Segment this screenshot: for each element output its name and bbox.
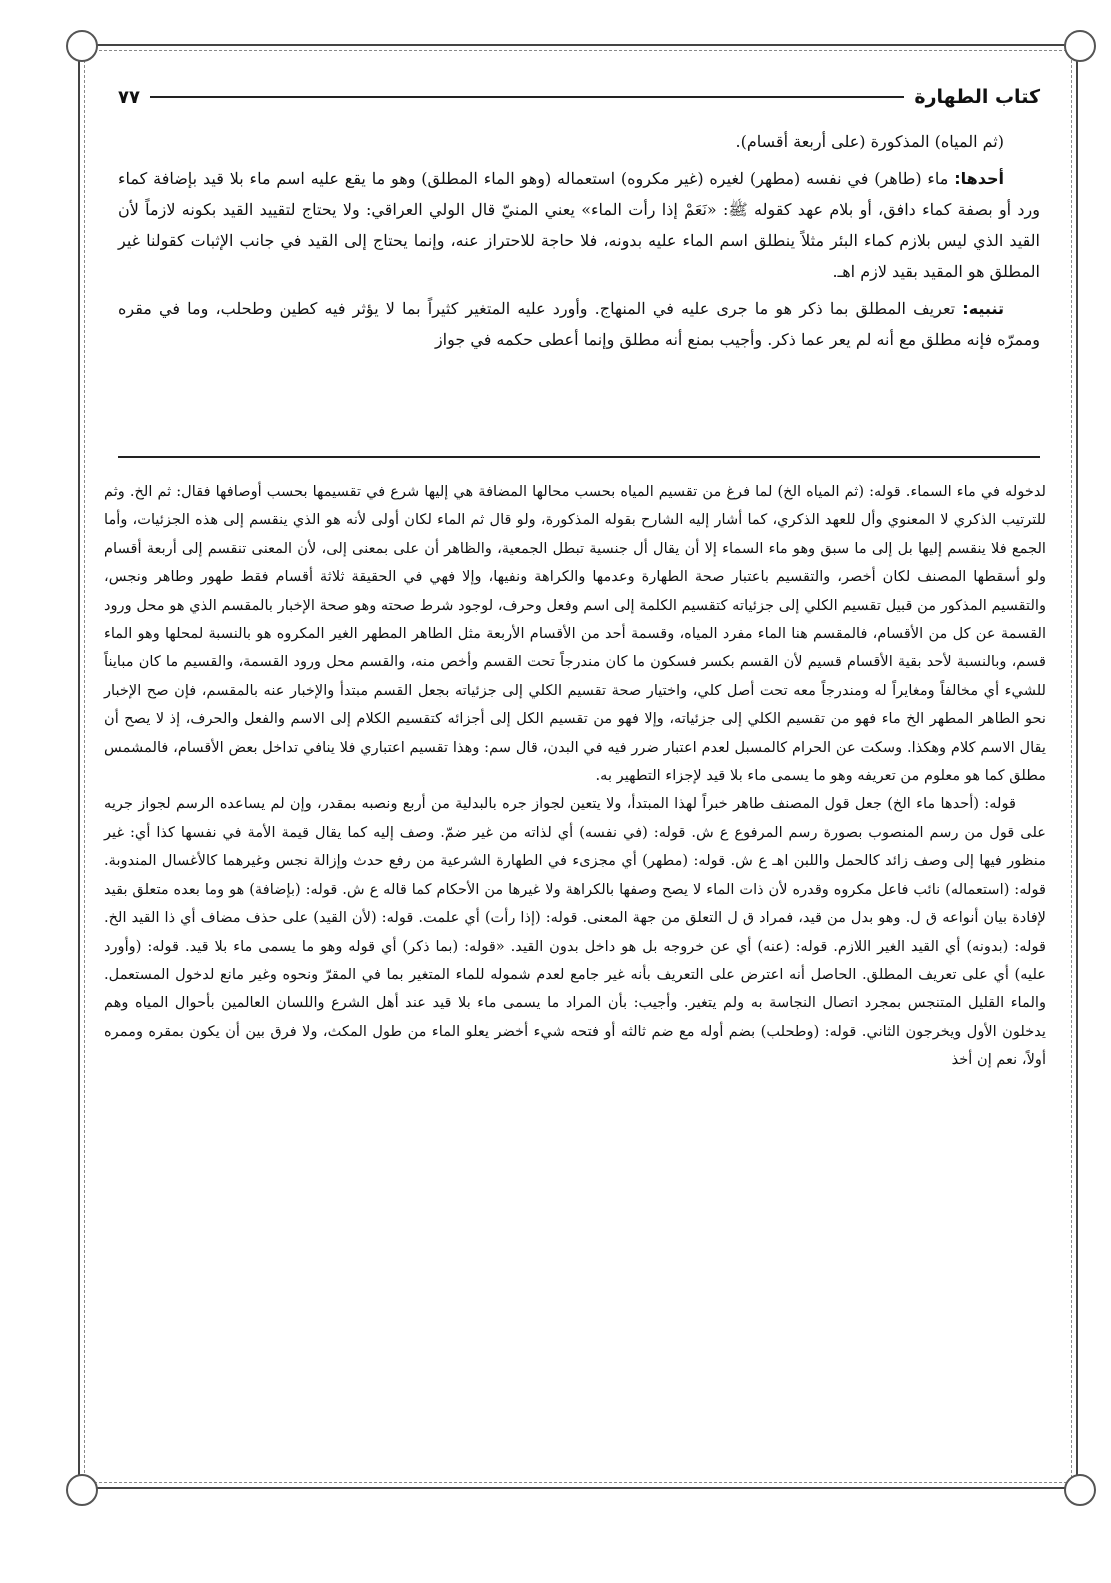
ornament-corner-icon [1064,1474,1096,1506]
commentary-paragraph-2: قوله: (أحدها ماء الخ) جعل قول المصنف طاهر خبراً لهذا المبتدأ، ولا يتعين لجواز جره بالبدلية من أربع ونصبه بمقدر، وإن لم يساعده الرسم لجواز جريه على قول من رسم المنصوب بصورة رسم المرفوع ع ش. قوله: (في نفسه) أي لذاته من غير ضمّ. وصف إليه كما يقال قيمة الأمة في نفسها كذا أي: غير منظور فيها إلى وصف زائد كالحمل واللبن اهـ ع ش. قوله: (مطهر) أي مجزىء في الطهارة الشرعية من رفع حدث وإزالة نجس وغيرهما كالأغسال المندوبة. قوله: (استعماله) نائب فاعل مكروه وقدره لأن ذات الماء لا يصح وصفها بالكراهة ولا غيرها من الأحكام كما قاله ع ش. قوله: (بإضافة) هو وما بعده متعلق بقيد لإفادة بيان أنواعه ق ل. وهو بدل من قيد، فمراد ق ل التعلق من جهة المعنى. قوله: (إذا رأت) أي علمت. قوله: (لأن القيد) على حذف مضاف أي ذا القيد الخ. قوله: (بدونه) أي القيد الغير اللازم. قوله: (عنه) أي عن خروجه بل هو داخل بدون القيد. «قوله: (بما ذكر) أي قوله وهو ما يسمى ماء بلا قيد. قوله: (وأورد عليه) أي على تعريف المطلق. الحاصل أنه اعترض على التعريف بأنه غير جامع لعدم شموله للماء المتغير بما في المقرّ ونحوه وغير مانع لدخول المستعمل. والماء القليل المتنجس بمجرد اتصال النجاسة به ولم يتغير. وأجيب: بأن المراد ما يسمى ماء بلا قيد عند أهل الشرع واللسان العالمين بأحوال المياه وهم يدخلون الأول ويخرجون الثاني. قوله: (وطحلب) بضم أوله مع ضم ثالثه أو فتحه شيء أخضر يعلو الماء من طول المكث، ولا فرق بين أن يكون بمقره وممره أولاً، نعم إن أخذ [104,795,1046,1069]
main-paragraph-1 [118,163,1040,287]
main-paragraph-2 [118,293,1040,355]
header-rule [150,96,904,98]
commentary-paragraph-1: لدخوله في ماء السماء. قوله: (ثم المياه الخ) لما فرغ من تقسيم المياه بحسب محالها المضافة هي إليها شرع في تقسيمها بحسب أوصافها فقال: ثم الخ. وثم للترتيب الذكري لا المعنوي وأل للعهد الذكري، كما أشار إليه الشارح بقوله المذكورة، ولو قال ثم الماء لكان أولى لأنه هو الذي ينقسم إلى هذه الجزئيات، وأما الجمع فلا ينقسم إليها بل إلى ما سبق وهو ماء السماء إلا أن يقال أل جنسية تبطل الجمعية، والظاهر أن على بمعنى إلى، لأن المعنى تنقسم إلى أربعة أقسام ولو أسقطها المصنف لكان أخصر، والتقسيم باعتبار صحة الطهارة وعدمها والكراهة ونفيها، وإلا فهي في الحقيقة ثلاثة أقسام فقط طهور وطاهر ونجس، والتقسيم المذكور من قبيل تقسيم الكلي إلى جزئياته كتقسيم الكلمة إلى اسم وفعل وحرف، لوجود شرط صحته وهو صحة الإخبار بالمقسم الذي هو محل ورود القسمة عن كل من الأقسام، فالمقسم هنا الماء مفرد المياه، وقسمة أحد من الأقسام الأربعة مثل الطاهر المطهر الغير المكروه هو بالنسبة لمحلها وهو الماء قسم، وبالنسبة لأحد بقية الأقسام قسيم لأن القسم بكسر فسكون ما كان مندرجاً تحت القسم وأخص منه، والقسم محل ورود القسمة، والقسيم ما كان مبايناً للشيء أي مخالفاً ومغايراً له ومندرجاً معه تحت أصل كلي، واختيار صحة تقسيم الكلي إلى جزئياته بجعل القسم مبتدأ والإخبار عنه بالمقسم، فإن صح الإخبار نحو الطاهر المطهر الخ ماء فهو من تقسيم الكلي إلى جزئياته، وإلا فهو من تقسيم الكل إلى أجزائه كتقسيم الكلام إلى الاسم والفعل والحرف، إذ لا يصح أن يقال الاسم كلام وهكذا. وسكت عن الحرام كالمسبل لعدم اعتبار ضرر فيه في البدن، قال سم: وهذا تقسيم اعتباري فلا ينافي تداخل بعض الأقسام، فالمشمس مطلق كما هو معلوم من تعريفه وهو ما يسمى ماء بلا قيد لإجزاء التطهير به. [104,483,1046,785]
paragraph-body: تعريف المطلق بما ذكر هو ما جرى عليه في المنهاج. وأورد عليه المتغير كثيراً بما لا يؤثر فيه كطين وطحلب، وما في مقره وممرّه فإنه مطلق مع أنه لم يعر عما ذكر. وأجيب بمنع أنه مطلق وإنما أعطى حكمه في جواز [118,299,1040,349]
page-number: ٧٧ [118,86,140,108]
paragraph-lead: أحدها: [954,169,1005,188]
commentary-text [104,478,1046,1075]
main-text [118,126,1040,361]
section-divider [118,456,1040,458]
ornament-corner-icon [1064,30,1096,62]
paragraph-body: ماء (طاهر) في نفسه (مطهر) لغيره (غير مكروه) استعماله (وهو الماء المطلق) وهو ما يقع عليه اسم ماء بلا قيد بإضافة كماء ورد أو بصفة كماء دافق، أو بلام عهد كقوله ﷺ: «نَعَمْ إذا رأت الماء» يعني المنيّ قال الولي العراقي: ولا يحتاج لتقييد القيد بكونه لازماً لأن القيد الذي ليس بلازم كماء البئر مثلاً ينطلق اسم الماء عليه بدونه، فلا حاجة للاحتراز عنه، وإنما يحتاج إلى القيد في جانب الإثبات كقولنا غير المطلق هو المقيد بقيد لازم اهـ. [118,169,1041,281]
paragraph-lead: تنبيه: [962,299,1004,318]
intro-line: (ثم المياه) المذكورة (على أربعة أقسام). [735,132,1004,151]
running-header [118,82,1040,112]
ornament-corner-icon [66,30,98,62]
ornament-corner-icon [66,1474,98,1506]
book-title: كتاب الطهارة [914,86,1040,108]
